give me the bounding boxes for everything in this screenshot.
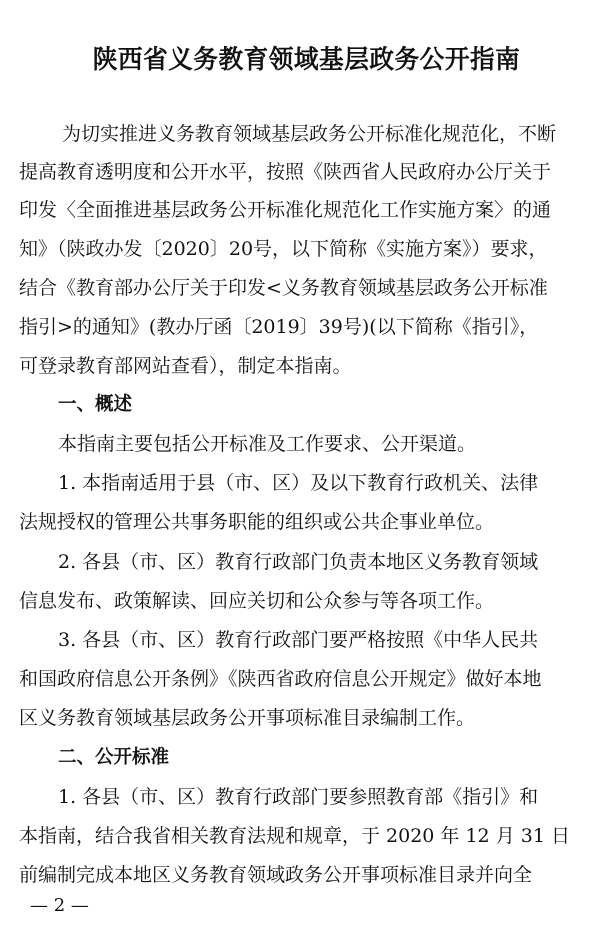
paragraph-line: 印发〈全面推进基层政务公开标准化规范化工作实施方案〉的通 xyxy=(19,199,552,221)
paragraph-line: 3. 各县（市、区）教育行政部门要严格按照《中华人民共 xyxy=(58,629,539,651)
paragraph-line: 可登录教育部网站查看），制定本指南。 xyxy=(19,355,352,377)
section-heading: 一、概述 xyxy=(58,394,133,415)
paragraph-line: 法规授权的管理公共事务职能的组织或公共企事业单位。 xyxy=(19,511,495,533)
paragraph-line: 1. 本指南适用于县（市、区）及以下教育行政机关、法律 xyxy=(58,472,539,494)
section-heading: 二、公开标准 xyxy=(58,747,170,768)
paragraph-line: 信息发布、政策解读、回应关切和公众参与等各项工作。 xyxy=(19,590,495,612)
paragraph-line: 1. 各县（市、区）教育行政部门要参照教育部《指引》和 xyxy=(58,786,539,808)
paragraph-line: 知》（陕政办发〔2020〕20号，以下简称《实施方案》）要求， xyxy=(19,238,548,260)
paragraph-line: 为切实推进义务教育领域基层政务公开标准化规范化，不断 xyxy=(62,123,557,145)
paragraph-line: 结合《教育部办公厅关于印发<义务教育领域基层政务公开标准 xyxy=(19,277,548,299)
paragraph-line: 指引>的通知》(教办厅函〔2019〕39号)(以下简称《指引》， xyxy=(19,316,539,338)
paragraph-line: 区义务教育领域基层政务公开事项标准目录编制工作。 xyxy=(19,707,476,729)
page-number: — 2 — xyxy=(30,895,89,916)
paragraph-line: 本指南，结合我省相关教育法规和规章，于 2020 年 12 月 31 日 xyxy=(19,825,570,847)
paragraph-line: 本指南主要包括公开标准及工作要求、公开渠道。 xyxy=(58,433,477,455)
paragraph-line: 前编制完成本地区义务教育领域政务公开事项标准目录并向全 xyxy=(19,864,533,886)
paragraph-line: 2. 各县（市、区）教育行政部门负责本地区义务教育领域 xyxy=(58,551,539,573)
paragraph-line: 和国政府信息公开条例》《陕西省政府信息公开规定》做好本地 xyxy=(19,668,542,690)
document-title: 陕西省义务教育领域基层政务公开指南 xyxy=(92,45,521,75)
paragraph-line: 提高教育透明度和公开水平，按照《陕西省人民政府办公厅关于 xyxy=(19,161,552,183)
